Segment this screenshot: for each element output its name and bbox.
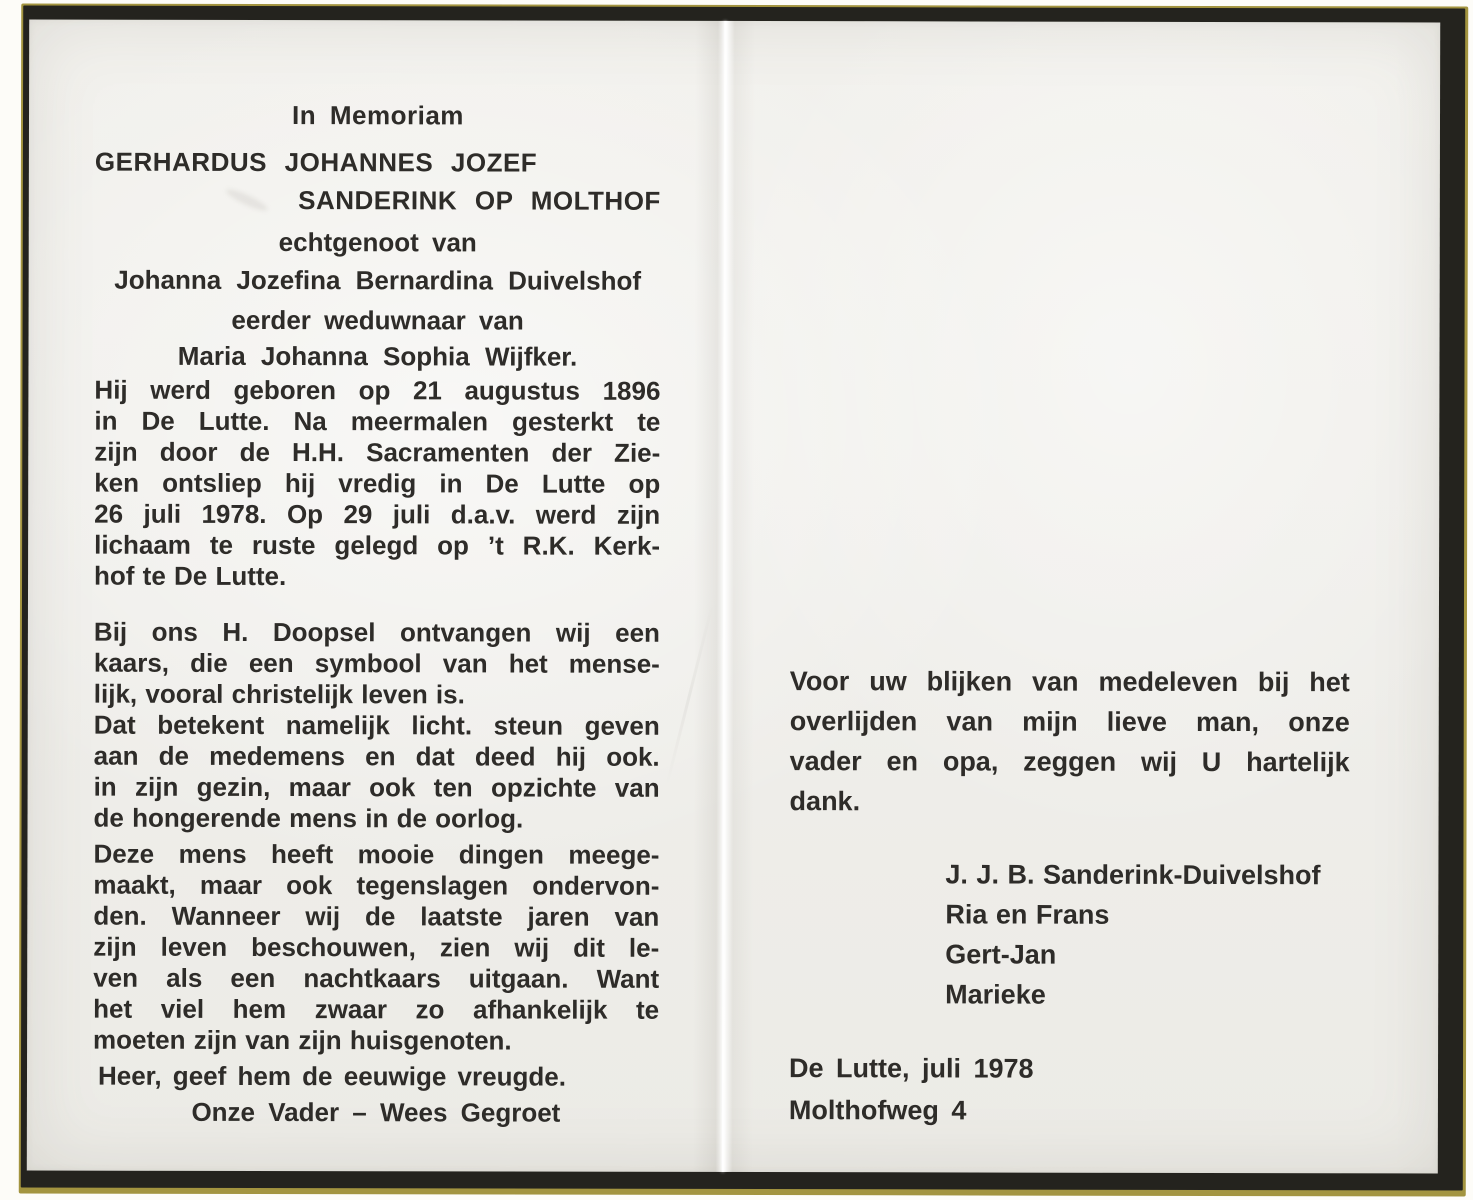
text-line: kaars, die een symbool van het mense- [93,647,660,679]
text-line: den. Wanneer wij de laatste jaren van [93,900,660,932]
closing-prayers-line: Onze Vader – Wees Gegroet [191,1096,561,1128]
card-black-border [21,5,1465,1190]
deceased-name-line-1: GERHARDUS JOHANNES JOZEF [94,146,538,178]
final-years-paragraph [93,839,659,1057]
text-line: lijk, vooral christelijk leven is. [93,678,465,710]
text-line: moeten zijn van zijn huisgenoten. [93,1024,512,1056]
text-line: ken ontsliep hij vredig in De Lutte op [94,467,661,499]
in-memoriam-title: In Memoriam [292,100,464,131]
text-line: de hongerende mens in de oorlog. [93,802,524,834]
text-line: in De Lutte. Na meermalen gesterkt te [94,405,661,437]
text-line: Ria en Frans [945,899,1110,930]
text-line: 26 juli 1978. Op 29 juli d.a.v. werd zijn [94,498,661,530]
text-line: J. J. B. Sanderink-Duivelshof [945,859,1321,891]
text-line: Hij werd geboren op 21 augustus 1896 [94,374,661,406]
prayer-line: Heer, geef hem de eeuwige vreugde. [97,1060,566,1092]
light-paragraph [94,710,660,835]
relation-label-husband: echtgenoot van [278,227,477,258]
text-line: overlijden van mijn lieve man, onze [789,706,1350,738]
candle-paragraph [94,617,660,711]
text-line: in zijn gezin, maar ook ten opzichte van [93,771,660,803]
text-line: aan de medemens en dat deed hij ook. [93,740,660,772]
text-line: Deze mens heeft mooie dingen meege- [93,838,660,870]
biography-paragraph [94,375,660,593]
text-line: Voor uw blijken van medeleven bij het [789,666,1350,698]
text-line: Dat betekent namelijk licht. steun geven [93,709,660,741]
text-line: maakt, maar ook tegenslagen ondervon- [93,869,660,901]
text-line: zijn door de H.H. Sacramenten der Zie- [94,436,661,468]
family-signatures [945,854,1349,1015]
reflection-paragraphs [93,617,660,1057]
text-line: het viel hem zwaar zo afhankelijk te [93,993,660,1025]
text-line: hof te De Lutte. [94,560,287,592]
card-paper [27,20,1440,1174]
right-panel [788,21,1351,1126]
deceased-name-line-2: SANDERINK OP MOLTHOF [298,185,661,216]
relation-label-widower: eerder weduwnaar van [231,304,524,336]
thanks-paragraph [790,661,1350,822]
text-line: Marieke [945,979,1046,1010]
text-line: zijn leven beschouwen, zien wij dit le- [93,931,660,963]
address-line: Molthofweg 4 [788,1095,967,1126]
text-line: Gert-Jan [945,939,1057,970]
memorial-card [19,3,1468,1196]
previous-spouse-name: Maria Johanna Sophia Wijfker. [177,340,578,372]
text-line: Bij ons H. Doopsel ontvangen wij een [93,616,660,648]
spouse-name: Johanna Jozefina Bernardina Duivelshof [114,264,642,296]
left-panel [93,20,661,1128]
text-line: ven als een nachtkaars uitgaan. Want [93,962,660,994]
place-and-date: De Lutte, juli 1978 [788,1053,1034,1084]
text-line: dank. [789,786,861,817]
text-line: lichaam te ruste gelegd op ’t R.K. Kerk- [94,529,661,561]
text-line: vader en opa, zeggen wij U hartelijk [789,746,1350,778]
